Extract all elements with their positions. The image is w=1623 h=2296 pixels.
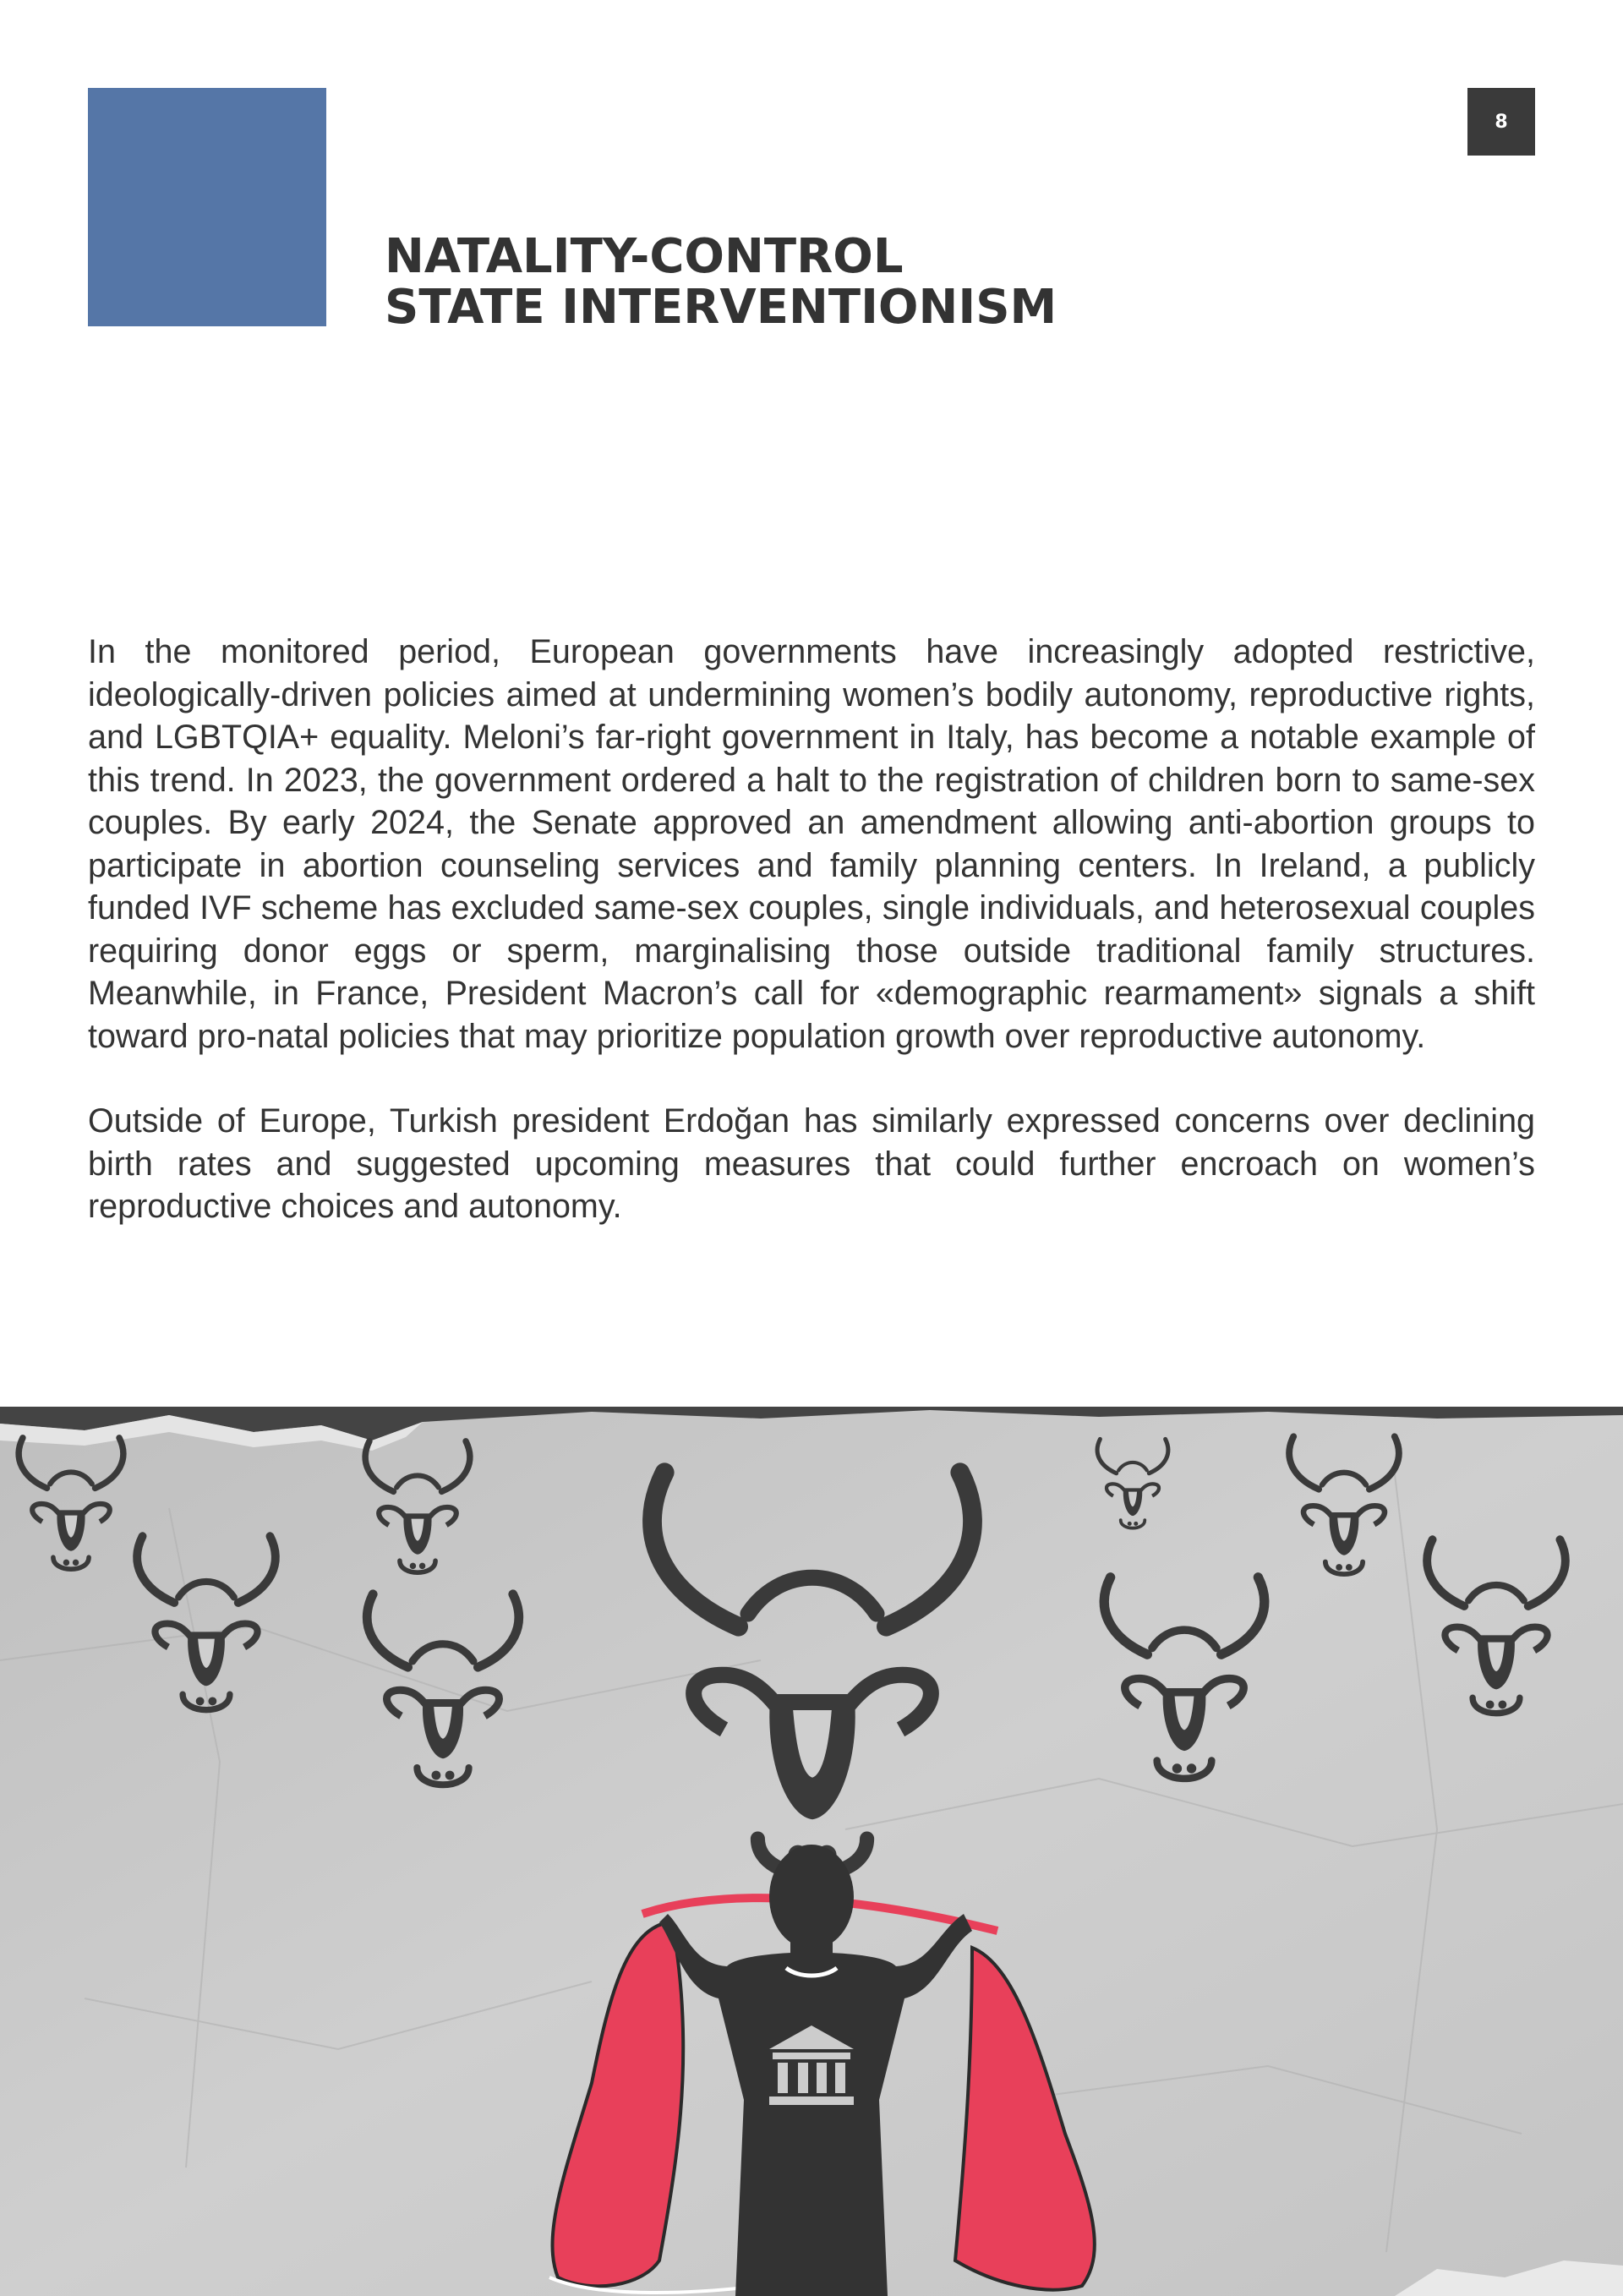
title-line-2: STATE INTERVENTIONISM [385, 280, 1057, 335]
page-number-badge: 8 [1467, 88, 1535, 156]
title-line-1: NATALITY-CONTROL [385, 229, 904, 284]
section-number: 05. [282, 349, 403, 432]
paragraph-1: In the monitored period, European governments have increasingly adopted restrictive, ideologically-driven policies aimed at undermining women’s bodily autonomy, reproductive rights, and LGBTQIA+ equality. Meloni’s far-right government in Italy, has become a notable example of this trend. In 2023, the government ordered a halt to the registration of children born to same-sex couples. By early 2024, the Senate approved an amendment allowing anti-abortion groups to participate in abortion counseling services and family planning centers. In Ireland, a publicly funded IVF scheme has excluded same-sex couples, single individuals, and heterosexual couples requiring donor eggs or sperm, marginalising those outside traditional family structures. Meanwhile, in France, President Macron’s call for «demographic rearmament» signals a shift toward pro-natal policies that may prioritize population growth over reproductive autonomy. [88, 633, 1535, 1055]
matador-bull-illustration [0, 1407, 1623, 2296]
page-title [385, 229, 1057, 335]
section-number-block [88, 88, 403, 432]
body-text [88, 631, 1535, 1271]
paragraph-2: Outside of Europe, Turkish president Erdoğan has similarly expressed concerns over declining birth rates and suggested upcoming measures that could further encroach on women’s reproductive choices and autonomy. [88, 1102, 1535, 1225]
